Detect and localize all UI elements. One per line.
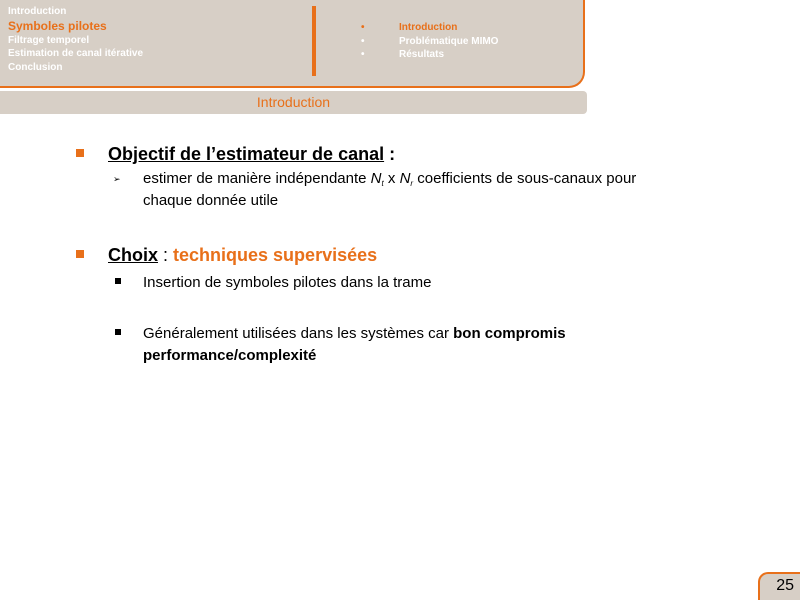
- page-number: 25: [776, 577, 794, 594]
- sub-bullet-generalement-line2: performance/complexité: [143, 347, 317, 364]
- subsection-label: Problématique MIMO: [399, 35, 499, 47]
- slide-title: Introduction: [256, 94, 331, 110]
- sub-bullet-generalement: Généralement utilisées dans les systèmes car bon compromis: [143, 325, 566, 342]
- title-bar: [0, 91, 587, 114]
- section-list: [8, 5, 143, 74]
- bullet-dot-icon: •: [361, 49, 365, 60]
- subsection-item-problematique-mimo[interactable]: [360, 35, 498, 49]
- orange-square-bullet-icon: [76, 149, 84, 157]
- section-item-estimation-iterative[interactable]: Estimation de canal itérative: [8, 48, 144, 59]
- bullet-heading-choix: Choix : techniques supervisées: [108, 245, 378, 265]
- page-number-box: [758, 572, 800, 600]
- nav-divider: [312, 6, 316, 76]
- section-item-filtrage-temporel[interactable]: Filtrage temporel: [8, 34, 90, 46]
- orange-square-bullet-icon: [76, 250, 84, 258]
- bullet-dot-icon: •: [361, 35, 365, 47]
- subsection-item-introduction[interactable]: [360, 21, 498, 35]
- sub-bullet-estimer-line2: chaque donnée utile: [143, 192, 279, 209]
- bullet-dot-icon: •: [361, 22, 365, 33]
- subsection-label: Résultats: [399, 49, 445, 60]
- sub-bullet-insertion: Insertion de symboles pilotes dans la trame: [143, 274, 432, 291]
- subsection-item-resultats[interactable]: [360, 48, 498, 62]
- black-square-bullet-icon: [115, 278, 121, 284]
- navigation-panel: [0, 0, 585, 88]
- section-item-introduction[interactable]: Introduction: [8, 6, 67, 17]
- arrow-bullet-icon: ➢: [113, 174, 121, 184]
- bullet-heading-objectif: Objectif de l’estimateur de canal :: [108, 144, 396, 164]
- subsection-list: [360, 21, 498, 62]
- section-item-conclusion[interactable]: Conclusion: [8, 61, 63, 73]
- section-item-symboles-pilotes[interactable]: Symboles pilotes: [8, 18, 107, 33]
- sub-bullet-estimer: estimer de manière indépendante $N_t$ x $N_r$ coefficients de sous-canaux pour: [143, 170, 637, 188]
- subsection-label: Introduction: [399, 22, 458, 33]
- black-square-bullet-icon: [115, 329, 121, 335]
